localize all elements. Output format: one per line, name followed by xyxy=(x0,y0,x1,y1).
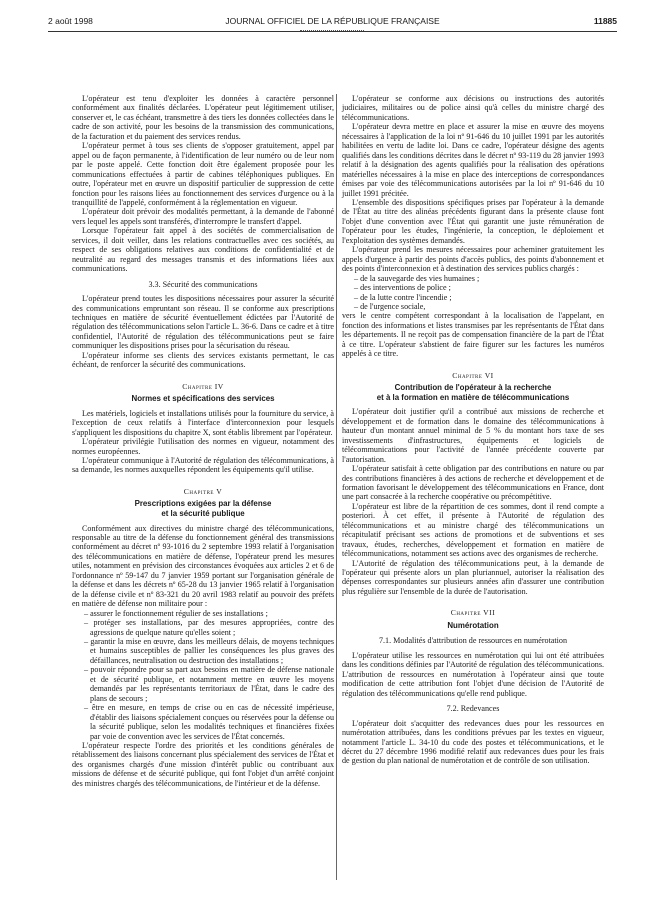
chapter-number: Chapitre VI xyxy=(452,370,494,380)
paragraph: L'opérateur devra mettre en place et assurer la mise en œuvre des moyens nécessaires à l'application de la loi nº 91-646 du 10 juillet 1991 par les autorités habilitées en vertu de ladite loi. Dans ce cadre, l'opérateur désigne des agents qualifiés dans les conditions décrites dans le décret nº 93-119 du 28 janvier 1993 relatif à la désignation des agents qualifiés pour la réalisation des opérations matérielles nécessaires à la mise en place des interceptions de correspondances émises par voie des télécommunications autorisées par la loi nº 91-646 du 10 juillet 1991 précitée. xyxy=(342,122,604,198)
chapter-number: Chapitre IV xyxy=(182,381,224,391)
page-number: 11885 xyxy=(593,16,617,26)
paragraph: L'opérateur prend toutes les dispositions nécessaires pour assurer la sécurité des communications empruntant son réseau. Il se conforme aux prescriptions techniques en matière de sécurité éventuellement édictées par l'Autorité de régulation des télécommunications selon l'article L. 36-6. Dans ce cadre et à titre confidentiel, l'Autorité de régulation des télécommunications peut se faire communiquer les dispositions prises pour la sécurisation du réseau. xyxy=(72,294,334,351)
paragraph: L'opérateur doit justifier qu'il a contribué aux missions de recherche et développement et de formation dans le domaine des télécommunications à hauteur d'un montant annuel minimal de 5 % du montant hors taxe de ses investissements d'infrastructures, équipements et logiciels de télécommunications pour l'activité de l'année précédente couverte par l'autorisation. xyxy=(342,407,604,464)
paragraph: L'ensemble des dispositions spécifiques prises par l'opérateur à la demande de l'État au titre des alinéas précédents figurant dans la présente clause font l'objet d'une convention avec l'État qui garantit une juste rémunération de l'opérateur pour les études, l'ingénierie, la conception, le déploiement et l'exploitation des systèmes demandés. xyxy=(342,197,604,245)
list-item: – de la sauvegarde des vies humaines ; xyxy=(354,273,480,283)
paragraph: L'opérateur utilise les ressources en numérotation qui lui ont été attribuées dans les conditions définies par l'Autorité de régulation des télécommunications. L'attribution de ressources en numérotation à l'opérateur ainsi que toute modification de cette attribution font l'objet d'une décision de l'Autorité de régulation des télécommunications qu'elle rend publique. xyxy=(342,650,604,698)
chapter-title: Normes et spécifications des services xyxy=(131,394,275,404)
column-divider xyxy=(336,94,337,880)
page-header xyxy=(48,16,617,30)
list-item: – des interventions de police ; xyxy=(354,283,451,293)
paragraph: L'opérateur privilégie l'utilisation des normes en vigueur, notamment des normes européennes. xyxy=(72,437,334,456)
right-column xyxy=(342,94,604,766)
chapter-number: Chapitre V xyxy=(183,486,223,496)
header-ornament xyxy=(300,30,364,33)
list-item: – de l'urgence sociale, xyxy=(354,301,426,311)
list-item: – être en mesure, en temps de crise ou en cas de nécessité impérieuse, d'établir des liaisons spécialement conçues ou réservées pour la défense ou la sécurité publique, selon les modalités techniques et financières fixées par voie de convention avec les services de l'État concernés. xyxy=(84,703,334,741)
emergency-services-list xyxy=(342,274,604,312)
section-heading: 7.2. Redevances xyxy=(446,704,500,714)
chapter-title: Numérotation xyxy=(447,620,499,630)
journal-title: JOURNAL OFFICIEL DE LA RÉPUBLIQUE FRANÇAISE xyxy=(225,16,440,26)
paragraph: Les matériels, logiciels et installations utilisés pour la fourniture du service, à l'exception de ceux relatifs à l'interface d'interconnexion pour lesquels s'appliquent les dispositions du chapitre X, sont établis librement par l'opérateur. xyxy=(72,408,334,437)
chapter-title xyxy=(72,499,334,518)
issue-date: 2 août 1998 xyxy=(48,16,93,26)
paragraph: L'opérateur se conforme aux décisions ou instructions des autorités judiciaires, militaires ou de police ainsi qu'à celles du ministre chargé des télécommunications. xyxy=(342,94,604,122)
obligations-list xyxy=(72,609,334,741)
paragraph: L'opérateur respecte l'ordre des priorités et les conditions générales de rétablissement des liaisons concernant plus spécialement des services de l'État et des organismes chargés d'une mission d'intérêt public ou contribuant aux missions de défense et de sécurité publique, qui font l'objet d'un arrêté conjoint des ministres chargés des télécommunications, de l'intérieur et de la défense. xyxy=(72,740,334,788)
chapter-title-line: et la sécurité publique xyxy=(161,508,245,518)
paragraph: L'opérateur est libre de la répartition de ces sommes, dont il rend compte a posteriori. À cet effet, il présente à l'Autorité de régulation des télécommunications et au ministre chargé des télécommunications un récapitulatif précisant ses actions de promotions et de subventions et ses travaux, études, recherches, développement et formation en matière de télécommunications, notamment ses actions avec des organismes de recherche. xyxy=(342,501,604,559)
paragraph: L'opérateur communique à l'Autorité de régulation des télécommunications, à sa demande, les normes auxquelles répondent les équipements qu'il utilise. xyxy=(72,456,334,475)
paragraph: Lorsque l'opérateur fait appel à des sociétés de commercialisation de services, il doit veiller, dans les relations contractuelles avec ces sociétés, au respect de ses obligations relatives aux conditions de confidentialité et de neutralité au regard des messages transmis et des informations liées aux communications. xyxy=(72,226,334,274)
paragraph: L'opérateur est tenu d'exploiter les données à caractère personnel conformément aux finalités déclarées. L'opérateur peut légitimement utiliser, conserver et, le cas échéant, transmettre à des tiers les données collectées dans le cadre de son activité, pour les besoins de la transmission des communications, de la facturation et du paiement des services rendus. xyxy=(72,94,334,141)
chapter-title-line: et à la formation en matière de télécommunications xyxy=(376,392,570,402)
section-heading: 7.1. Modalités d'attribution de ressources en numérotation xyxy=(378,636,568,646)
paragraph: vers le centre compétent correspondant à la localisation de l'appelant, en fonction des informations et listes transmises par les représentants de l'État dans les départements. Il ne reçoit pas de compensation financière de la part de l'État à ce titre. L'opérateur s'abstient de faire figurer sur les factures les numéros appelés à ce titre. xyxy=(342,311,604,359)
paragraph: L'opérateur doit s'acquitter des redevances dues pour les ressources en numérotation attribuées, dans les conditions prévues par les textes en vigueur, notamment l'article L. 34-10 du code des postes et télécommunications, et le décret du 27 décembre 1996 modifié relatif aux redevances dues pour les frais de gestion du plan national de numérotation et de contrôle de son utilisation. xyxy=(342,718,604,766)
list-item: – protéger ses installations, par des mesures appropriées, contre des agressions de quelque nature qu'elles soient ; xyxy=(84,618,334,637)
paragraph: Conformément aux directives du ministre chargé des télécommunications, responsable au titre de la défense du fonctionnement général des transmissions conformément au décret nº 93-1016 du 2 septembre 1993 relatif à l'organisation des télécommunications en matière de défense, l'opérateur prend les mesures utiles, notamment en prévision des circonstances évoquées aux articles 2 et 6 de l'ordonnance nº 59-147 du 7 janvier 1959 portant sur l'organisation générale de la défense et dans les décrets nº 65-28 du 13 janvier 1965 relatif à l'organisation de la défense civile et nº 83-321 du 20 avril 1983 relatif au pouvoir des préfets en matière de défense non militaire pour : xyxy=(72,523,334,609)
chapter-title-line: Contribution de l'opérateur à la recherche xyxy=(394,383,552,393)
list-item: – pouvoir répondre pour sa part aux besoins en matière de défense nationale et de sécurité publique, et notamment mettre en œuvre les moyens demandés par les représentants territoriaux de l'État, dans le cadre des plans de secours ; xyxy=(84,665,334,703)
paragraph: L'opérateur informe ses clients des services existants permettant, le cas échéant, de renforcer la sécurité des communications. xyxy=(72,350,334,370)
paragraph: L'opérateur doit prévoir des modalités permettant, à la demande de l'abonné vers lequel les appels sont transférés, d'interrompre le transfert d'appel. xyxy=(72,207,334,226)
paragraph: L'Autorité de régulation des télécommunications peut, à la demande de l'opérateur qui présente alors un plan pluriannuel, autoriser la réalisation des dépenses correspondantes sur plusieurs années afin d'assurer une contribution plus régulière sur l'ensemble de la durée de l'autorisation. xyxy=(342,558,604,596)
chapter-number: Chapitre VII xyxy=(450,608,496,618)
paragraph: L'opérateur permet à tous ses clients de s'opposer gratuitement, appel par appel ou de façon permanente, à l'identification de leur numéro ou de leur nom par le poste appelé. Cette fonction doit être également proposée pour les communications effectuées à partir de cabines téléphoniques publiques. En outre, l'opérateur met en œuvre un dispositif particulier de suppression de cette fonction pour les raisons liées au fonctionnement des services d'urgence ou à la tranquillité de l'appelé, conformément à la réglementation en vigueur. xyxy=(72,141,334,207)
list-item: – garantir la mise en œuvre, dans les meilleurs délais, de moyens techniques et humains susceptibles de pallier les conséquences les plus graves des défaillances, neutralisation ou destruction des installations ; xyxy=(84,636,334,665)
left-column xyxy=(72,94,334,788)
list-item: – de la lutte contre l'incendie ; xyxy=(354,292,452,302)
chapter-title-line: Prescriptions exigées par la défense xyxy=(134,499,272,509)
paragraph: L'opérateur prend les mesures nécessaires pour acheminer gratuitement les appels d'urgence à partir des points d'accès publics, des points d'abonnement et des points d'interconnexion et à destination des services publics chargés : xyxy=(342,245,604,274)
paragraph: L'opérateur satisfait à cette obligation par des contributions en nature ou par des contributions financières à des actions de recherche et développement et de formation favorisant le développement des télécommunications en France, dont une part consacrée à la recherche coopérative ou précompétitive. xyxy=(342,464,604,502)
list-item: – assurer le fonctionnement régulier de ses installations ; xyxy=(84,608,268,618)
section-heading: 3.3. Sécurité des communications xyxy=(148,279,258,289)
chapter-title xyxy=(342,383,604,402)
